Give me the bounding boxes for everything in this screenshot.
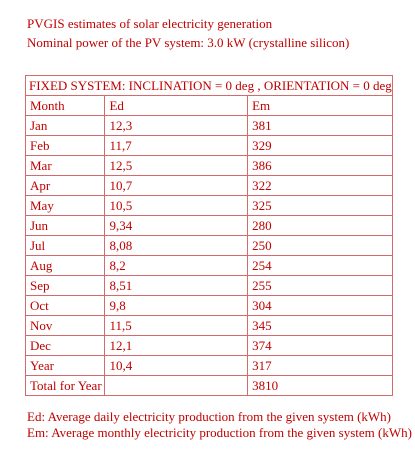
- table-row: [26, 356, 393, 376]
- cell-ed: 10,7: [105, 176, 248, 196]
- cell-ed: 8,51: [105, 276, 248, 296]
- table-body: [26, 76, 393, 396]
- table-row: [26, 236, 393, 256]
- cell-ed: 11,5: [105, 316, 248, 336]
- cell-month: Mar: [26, 156, 105, 176]
- cell-month: Dec: [26, 336, 105, 356]
- cell-em: 304: [248, 296, 393, 316]
- cell-ed: 9,8: [105, 296, 248, 316]
- footnotes: [27, 409, 412, 441]
- pv-estimates-table: [25, 75, 393, 396]
- column-header-ed: Ed: [105, 96, 248, 116]
- cell-em: 317: [248, 356, 393, 376]
- cell-ed: 11,7: [105, 136, 248, 156]
- cell-month: Apr: [26, 176, 105, 196]
- table-header-row: [26, 96, 393, 116]
- cell-month: Nov: [26, 316, 105, 336]
- report-title: PVGIS estimates of solar electricity generation: [27, 16, 273, 31]
- cell-month: May: [26, 196, 105, 216]
- cell-ed: 10,5: [105, 196, 248, 216]
- cell-em: 329: [248, 136, 393, 156]
- table-row: [26, 336, 393, 356]
- cell-em: 325: [248, 196, 393, 216]
- table-row: [26, 196, 393, 216]
- system-config-caption: FIXED SYSTEM: INCLINATION = 0 deg , ORIENTATION = 0 deg: [26, 76, 393, 96]
- table-caption-row: [26, 76, 393, 96]
- cell-em: 3810: [248, 376, 393, 396]
- cell-ed: 8,2: [105, 256, 248, 276]
- table-row: [26, 216, 393, 236]
- table-row: [26, 156, 393, 176]
- column-header-em: Em: [248, 96, 393, 116]
- cell-ed: 12,1: [105, 336, 248, 356]
- cell-month: Total for Year: [26, 376, 105, 396]
- report-header: [27, 14, 349, 52]
- cell-ed: [105, 376, 248, 396]
- cell-ed: 12,3: [105, 116, 248, 136]
- nominal-power-text: Nominal power of the PV system: 3.0 kW (crystalline silicon): [27, 35, 350, 50]
- table-row: [26, 176, 393, 196]
- cell-em: 250: [248, 236, 393, 256]
- cell-ed: 8,08: [105, 236, 248, 256]
- cell-em: 381: [248, 116, 393, 136]
- cell-month: Aug: [26, 256, 105, 276]
- cell-month: Feb: [26, 136, 105, 156]
- table-row: [26, 116, 393, 136]
- cell-em: 322: [248, 176, 393, 196]
- cell-em: 280: [248, 216, 393, 236]
- cell-month: Jun: [26, 216, 105, 236]
- table-row: [26, 256, 393, 276]
- table-row: [26, 136, 393, 156]
- cell-em: 374: [248, 336, 393, 356]
- cell-month: Year: [26, 356, 105, 376]
- table-row: [26, 316, 393, 336]
- cell-ed: 12,5: [105, 156, 248, 176]
- cell-month: Jan: [26, 116, 105, 136]
- cell-em: 386: [248, 156, 393, 176]
- column-header-month: Month: [26, 96, 105, 116]
- cell-month: Sep: [26, 276, 105, 296]
- table-row: [26, 376, 393, 396]
- cell-em: 345: [248, 316, 393, 336]
- cell-ed: 9,34: [105, 216, 248, 236]
- cell-em: 254: [248, 256, 393, 276]
- table-row: [26, 276, 393, 296]
- table-row: [26, 296, 393, 316]
- footnote-ed: Ed: Average daily electricity production from the given system (kWh): [27, 409, 392, 424]
- cell-ed: 10,4: [105, 356, 248, 376]
- footnote-em: Em: Average monthly electricity production from the given system (kWh): [27, 425, 412, 440]
- cell-month: Jul: [26, 236, 105, 256]
- cell-month: Oct: [26, 296, 105, 316]
- cell-em: 255: [248, 276, 393, 296]
